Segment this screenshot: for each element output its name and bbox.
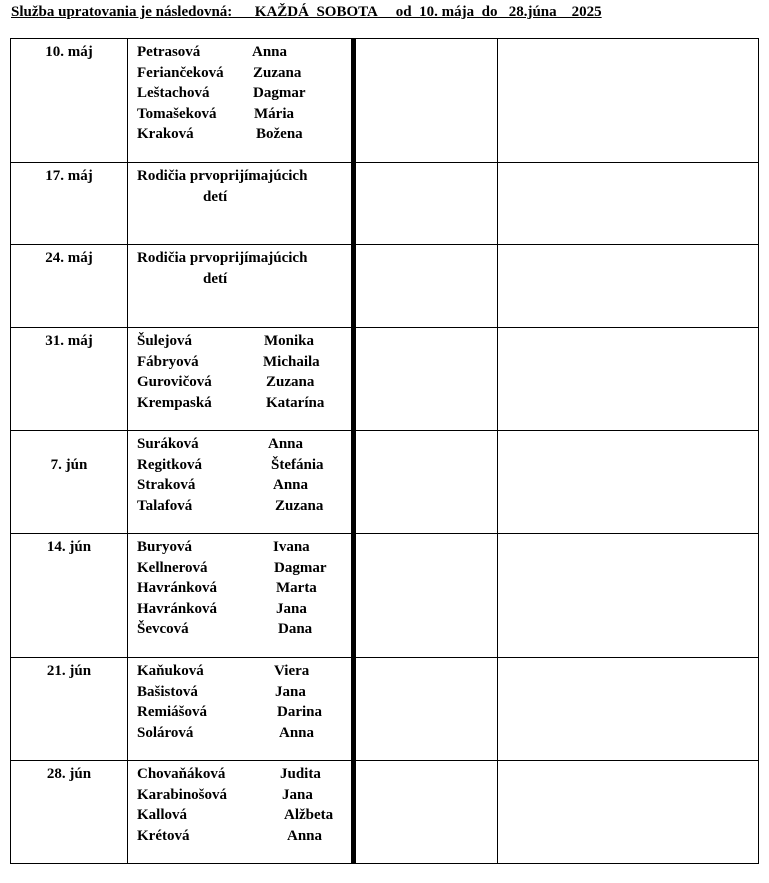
date-label: 24. máj	[45, 250, 93, 266]
first-name: Anna	[273, 477, 309, 493]
list-item	[137, 331, 351, 352]
date-label: 31. máj	[45, 333, 93, 349]
first-name: Božena	[256, 126, 303, 142]
parents-note: Rodičia prvoprijímajúcich	[137, 250, 308, 266]
date-cell	[11, 39, 128, 163]
last-name: Straková	[137, 477, 196, 493]
first-name: Zuzana	[275, 497, 324, 514]
date-cell	[11, 761, 128, 864]
table-row	[11, 534, 759, 658]
names-cell	[128, 431, 354, 534]
first-name: Zuzana	[253, 64, 302, 81]
last-name: Fábryová	[137, 353, 199, 370]
empty-cell	[354, 163, 498, 245]
empty-cell	[498, 328, 759, 431]
last-name: Kraková	[137, 126, 194, 142]
first-name: Dana	[278, 621, 313, 637]
first-name: Mária	[254, 105, 294, 122]
first-name: Monika	[264, 333, 315, 349]
list-item	[137, 352, 351, 373]
table-row	[11, 245, 759, 328]
first-name: Marta	[276, 580, 317, 596]
first-name: Viera	[274, 663, 310, 679]
empty-cell	[354, 328, 498, 431]
first-name: Anna	[287, 827, 323, 844]
empty-cell	[498, 245, 759, 328]
list-item	[137, 124, 351, 145]
page-title: Služba upratovania je následovná: KAŽDÁ SOBOTA od 10. mája do 28.júna 2025	[11, 4, 602, 20]
date-label: 21. jún	[46, 663, 92, 679]
last-name: Gurovičová	[137, 374, 212, 390]
parents-note-cont: detí	[203, 270, 228, 287]
last-name: Feriančeková	[137, 64, 224, 81]
list-item	[137, 434, 351, 455]
last-name: Suráková	[137, 436, 199, 452]
last-name: Kaňuková	[137, 663, 204, 679]
last-name: Remiášová	[137, 704, 207, 720]
first-name: Anna	[252, 44, 288, 60]
last-name: Tomašeková	[137, 105, 217, 122]
last-name: Talafová	[137, 497, 193, 514]
names-cell	[128, 163, 354, 245]
first-name: Katarína	[266, 394, 325, 411]
list-item	[137, 537, 351, 558]
first-name: Judita	[280, 766, 321, 782]
date-cell	[11, 163, 128, 245]
names-cell	[128, 245, 354, 328]
date-label: 28. jún	[46, 766, 92, 782]
empty-cell	[354, 534, 498, 658]
list-item	[137, 764, 351, 785]
last-name: Kallová	[137, 807, 188, 823]
table-row	[11, 431, 759, 534]
date-cell	[11, 431, 128, 534]
empty-cell	[498, 761, 759, 864]
list-item	[137, 619, 351, 640]
empty-cell	[498, 163, 759, 245]
last-name: Havránková	[137, 600, 218, 617]
last-name: Bašistová	[137, 683, 198, 700]
list-item	[137, 599, 351, 620]
date-cell	[11, 328, 128, 431]
list-item	[137, 83, 351, 104]
last-name: Petrasová	[137, 44, 201, 60]
date-cell	[11, 534, 128, 658]
last-name: Solárová	[137, 724, 194, 741]
last-name: Buryová	[137, 539, 193, 555]
first-name: Anna	[279, 724, 315, 741]
empty-cell	[498, 658, 759, 761]
list-item	[137, 63, 351, 84]
date-label: 14. jún	[46, 539, 92, 555]
list-item	[137, 785, 351, 806]
names-cell	[128, 328, 354, 431]
first-name: Jana	[276, 600, 307, 617]
first-name: Ivana	[273, 539, 310, 555]
date-cell	[11, 245, 128, 328]
names-cell	[128, 39, 354, 163]
names-cell	[128, 761, 354, 864]
list-item	[137, 42, 351, 63]
schedule-table	[10, 38, 759, 864]
empty-cell	[354, 39, 498, 163]
last-name: Chovaňáková	[137, 766, 226, 782]
empty-cell	[354, 761, 498, 864]
list-item	[137, 496, 351, 517]
names-cell	[128, 658, 354, 761]
first-name: Jana	[282, 786, 313, 803]
table-row	[11, 39, 759, 163]
first-name: Michaila	[263, 353, 320, 370]
empty-cell	[354, 431, 498, 534]
date-label: 17. máj	[45, 168, 93, 184]
first-name: Dagmar	[253, 85, 306, 101]
parents-note-cont: detí	[203, 188, 228, 205]
last-name: Leštachová	[137, 85, 210, 101]
empty-cell	[354, 245, 498, 328]
table-row	[11, 761, 759, 864]
last-name: Krétová	[137, 827, 190, 844]
table-row	[11, 328, 759, 431]
first-name: Darina	[277, 704, 322, 720]
parents-note: Rodičia prvoprijímajúcich	[137, 168, 308, 184]
last-name: Ševcová	[137, 621, 189, 637]
last-name: Kellnerová	[137, 559, 208, 576]
table-row	[11, 658, 759, 761]
list-item	[137, 475, 351, 496]
list-item	[137, 455, 351, 476]
first-name: Štefánia	[271, 456, 324, 473]
last-name: Krempaská	[137, 394, 212, 411]
empty-cell	[498, 534, 759, 658]
first-name: Jana	[275, 683, 306, 700]
list-item	[137, 682, 351, 703]
list-item	[137, 558, 351, 579]
date-label: 10. máj	[45, 44, 93, 60]
list-item	[137, 805, 351, 826]
list-item	[137, 661, 351, 682]
list-item	[137, 702, 351, 723]
first-name: Alžbeta	[284, 807, 334, 823]
names-cell	[128, 534, 354, 658]
list-item	[137, 393, 351, 414]
last-name: Karabinošová	[137, 786, 228, 803]
list-item	[137, 104, 351, 125]
list-item	[137, 723, 351, 744]
date-cell	[11, 658, 128, 761]
date-label: 7. jún	[50, 457, 88, 473]
list-item	[137, 578, 351, 599]
last-name: Regitková	[137, 456, 202, 473]
empty-cell	[354, 658, 498, 761]
list-item	[137, 372, 351, 393]
first-name: Anna	[268, 436, 304, 452]
table-row	[11, 163, 759, 245]
last-name: Havránková	[137, 580, 218, 596]
last-name: Šulejová	[137, 333, 193, 349]
list-item	[137, 826, 351, 847]
first-name: Zuzana	[266, 374, 315, 390]
empty-cell	[498, 431, 759, 534]
first-name: Dagmar	[274, 559, 327, 576]
empty-cell	[498, 39, 759, 163]
